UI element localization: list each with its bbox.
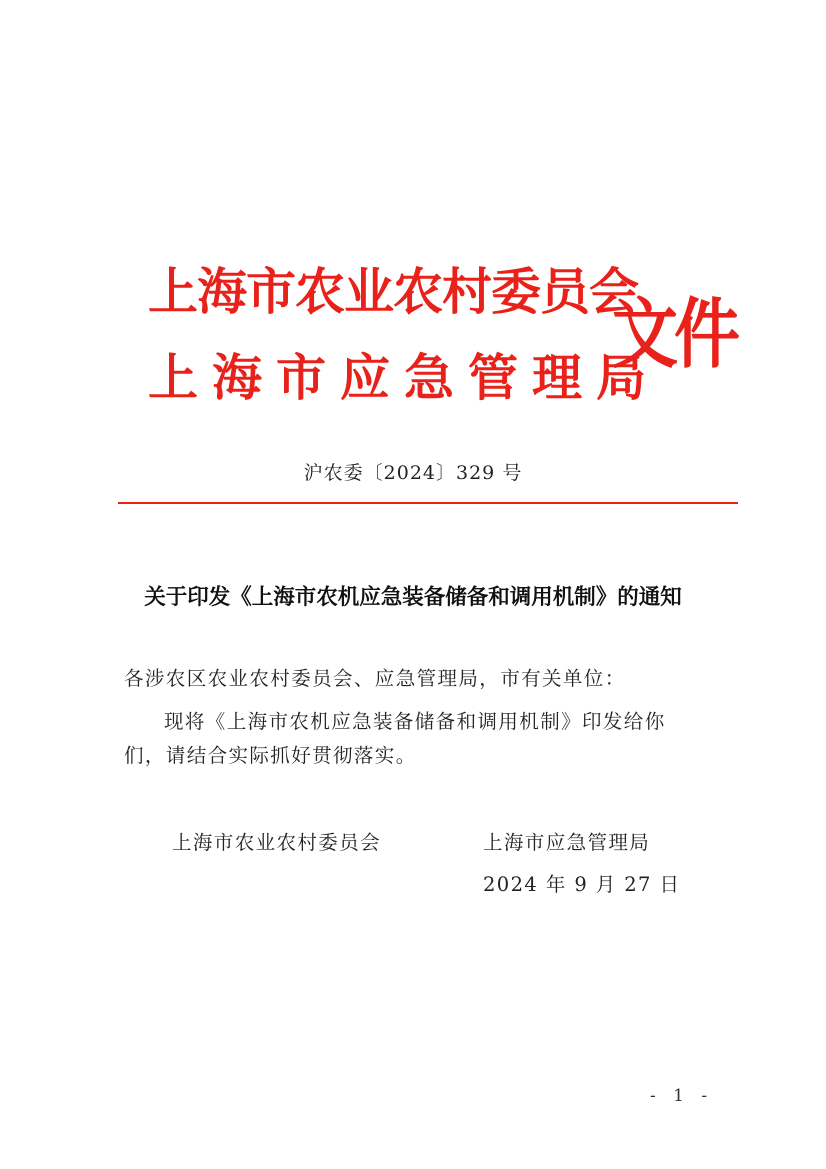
document-heading-word: 文件 bbox=[612, 289, 736, 379]
issuer-name-2: 上海市应急管理局 bbox=[148, 348, 660, 407]
body-paragraph-line: 们，请结合实际抓好贯彻落实。 bbox=[124, 744, 417, 767]
signature-org-right: 上海市应急管理局 bbox=[483, 831, 651, 854]
document-number: 沪农委〔2024〕329 号 bbox=[303, 462, 523, 484]
body-paragraph-line: 现将《上海市农机应急装备储备和调用机制》印发给你 bbox=[164, 710, 666, 733]
red-divider-line bbox=[118, 502, 738, 504]
issuer-name-1: 上海市农业农村委员会 bbox=[148, 262, 638, 321]
document-title: 关于印发《上海市农机应急装备储备和调用机制》的通知 bbox=[144, 585, 682, 610]
signature-org-left: 上海市农业农村委员会 bbox=[172, 831, 382, 854]
signature-date: 2024 年 9 月 27 日 bbox=[483, 873, 681, 896]
page-number: - 1 - bbox=[650, 1086, 714, 1106]
salutation: 各涉农区农业农村委员会、应急管理局，市有关单位： bbox=[124, 667, 626, 690]
